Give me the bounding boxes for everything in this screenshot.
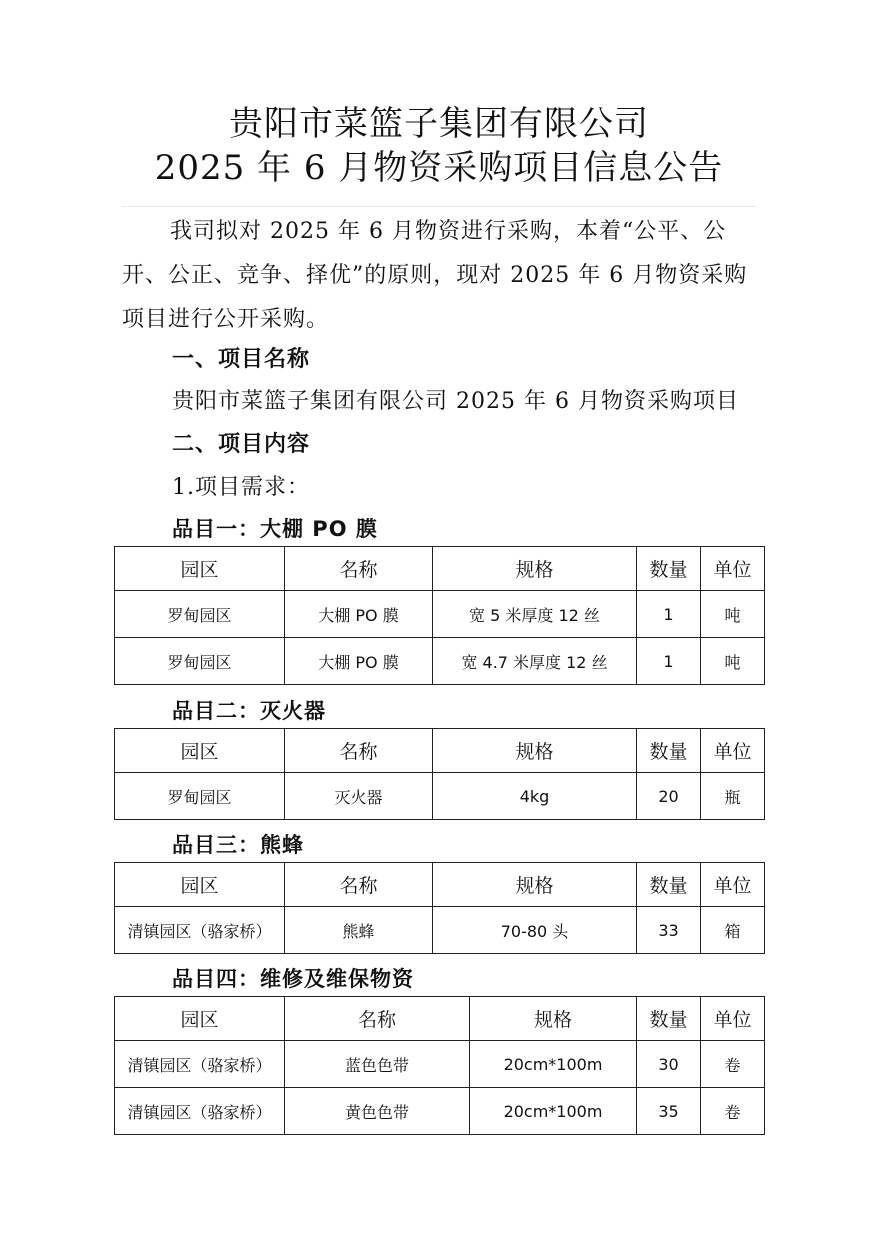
cell-spec: 4kg (433, 773, 637, 820)
table-row (115, 1041, 765, 1088)
cell-qty: 20 (637, 773, 701, 820)
header-qty: 数量 (637, 997, 701, 1041)
cell-park: 罗甸园区 (115, 638, 285, 685)
title-divider (122, 206, 756, 207)
cell-unit: 瓶 (701, 773, 765, 820)
cell-unit: 吨 (701, 591, 765, 638)
cell-qty: 1 (637, 591, 701, 638)
header-spec: 规格 (433, 547, 637, 591)
section2-heading: 二、项目内容 (172, 432, 311, 457)
header-qty: 数量 (637, 729, 701, 773)
header-unit: 单位 (701, 547, 765, 591)
header-unit: 单位 (701, 863, 765, 907)
table-row (115, 907, 765, 954)
cell-name: 熊蜂 (285, 907, 433, 954)
cell-qty: 1 (637, 638, 701, 685)
cell-park: 清镇园区（骆家桥） (115, 1088, 285, 1135)
table-header-row (115, 729, 765, 773)
cell-name: 黄色色带 (285, 1088, 470, 1135)
category-table (114, 862, 765, 954)
cell-unit: 卷 (701, 1041, 765, 1088)
header-name: 名称 (285, 729, 433, 773)
table-row (115, 1088, 765, 1135)
header-qty: 数量 (637, 547, 701, 591)
cell-name: 蓝色色带 (285, 1041, 470, 1088)
section1-text: 贵阳市菜篮子集团有限公司 2025 年 6 月物资采购项目 (172, 389, 739, 414)
document-title-line1: 贵阳市菜篮子集团有限公司 (229, 104, 649, 144)
header-spec: 规格 (433, 863, 637, 907)
cell-spec: 宽 4.7 米厚度 12 丝 (433, 638, 637, 685)
header-name: 名称 (285, 863, 433, 907)
intro-paragraph: 我司拟对 2025 年 6 月物资进行采购，本着“公平、公开、公正、竞争、择优”的原则，现对 2025 年 6 月物资采购项目进行公开采购。 (122, 219, 748, 332)
header-spec: 规格 (470, 997, 637, 1041)
document-title-line2: 2025 年 6 月物资采购项目信息公告 (154, 148, 724, 188)
cell-spec: 宽 5 米厚度 12 丝 (433, 591, 637, 638)
category-title: 品目四：维修及维保物资 (172, 967, 414, 991)
cell-unit: 卷 (701, 1088, 765, 1135)
category-table (114, 996, 765, 1135)
header-park: 园区 (115, 547, 285, 591)
section1-heading: 一、项目名称 (172, 347, 311, 372)
cell-name: 大棚 PO 膜 (285, 638, 433, 685)
cell-spec: 20cm*100m (470, 1041, 637, 1088)
header-unit: 单位 (701, 997, 765, 1041)
table-header-row (115, 863, 765, 907)
header-name: 名称 (285, 997, 470, 1041)
cell-name: 大棚 PO 膜 (285, 591, 433, 638)
cell-park: 罗甸园区 (115, 773, 285, 820)
header-park: 园区 (115, 997, 285, 1041)
header-qty: 数量 (637, 863, 701, 907)
table-row (115, 591, 765, 638)
header-park: 园区 (115, 729, 285, 773)
cell-qty: 30 (637, 1041, 701, 1088)
cell-park: 罗甸园区 (115, 591, 285, 638)
table-header-row (115, 997, 765, 1041)
cell-spec: 70-80 头 (433, 907, 637, 954)
cell-name: 灭火器 (285, 773, 433, 820)
table-header-row (115, 547, 765, 591)
cell-qty: 35 (637, 1088, 701, 1135)
cell-park: 清镇园区（骆家桥） (115, 1041, 285, 1088)
table-row (115, 773, 765, 820)
cell-unit: 吨 (701, 638, 765, 685)
cell-park: 清镇园区（骆家桥） (115, 907, 285, 954)
subsection-heading: 1.项目需求： (172, 475, 310, 500)
category-title: 品目一：大棚 PO 膜 (172, 517, 378, 541)
header-park: 园区 (115, 863, 285, 907)
category-title: 品目二：灭火器 (172, 699, 326, 723)
table-row (115, 638, 765, 685)
cell-spec: 20cm*100m (470, 1088, 637, 1135)
header-spec: 规格 (433, 729, 637, 773)
category-table (114, 546, 765, 685)
category-title: 品目三：熊蜂 (172, 833, 304, 857)
header-unit: 单位 (701, 729, 765, 773)
header-name: 名称 (285, 547, 433, 591)
cell-qty: 33 (637, 907, 701, 954)
cell-unit: 箱 (701, 907, 765, 954)
category-table (114, 728, 765, 820)
